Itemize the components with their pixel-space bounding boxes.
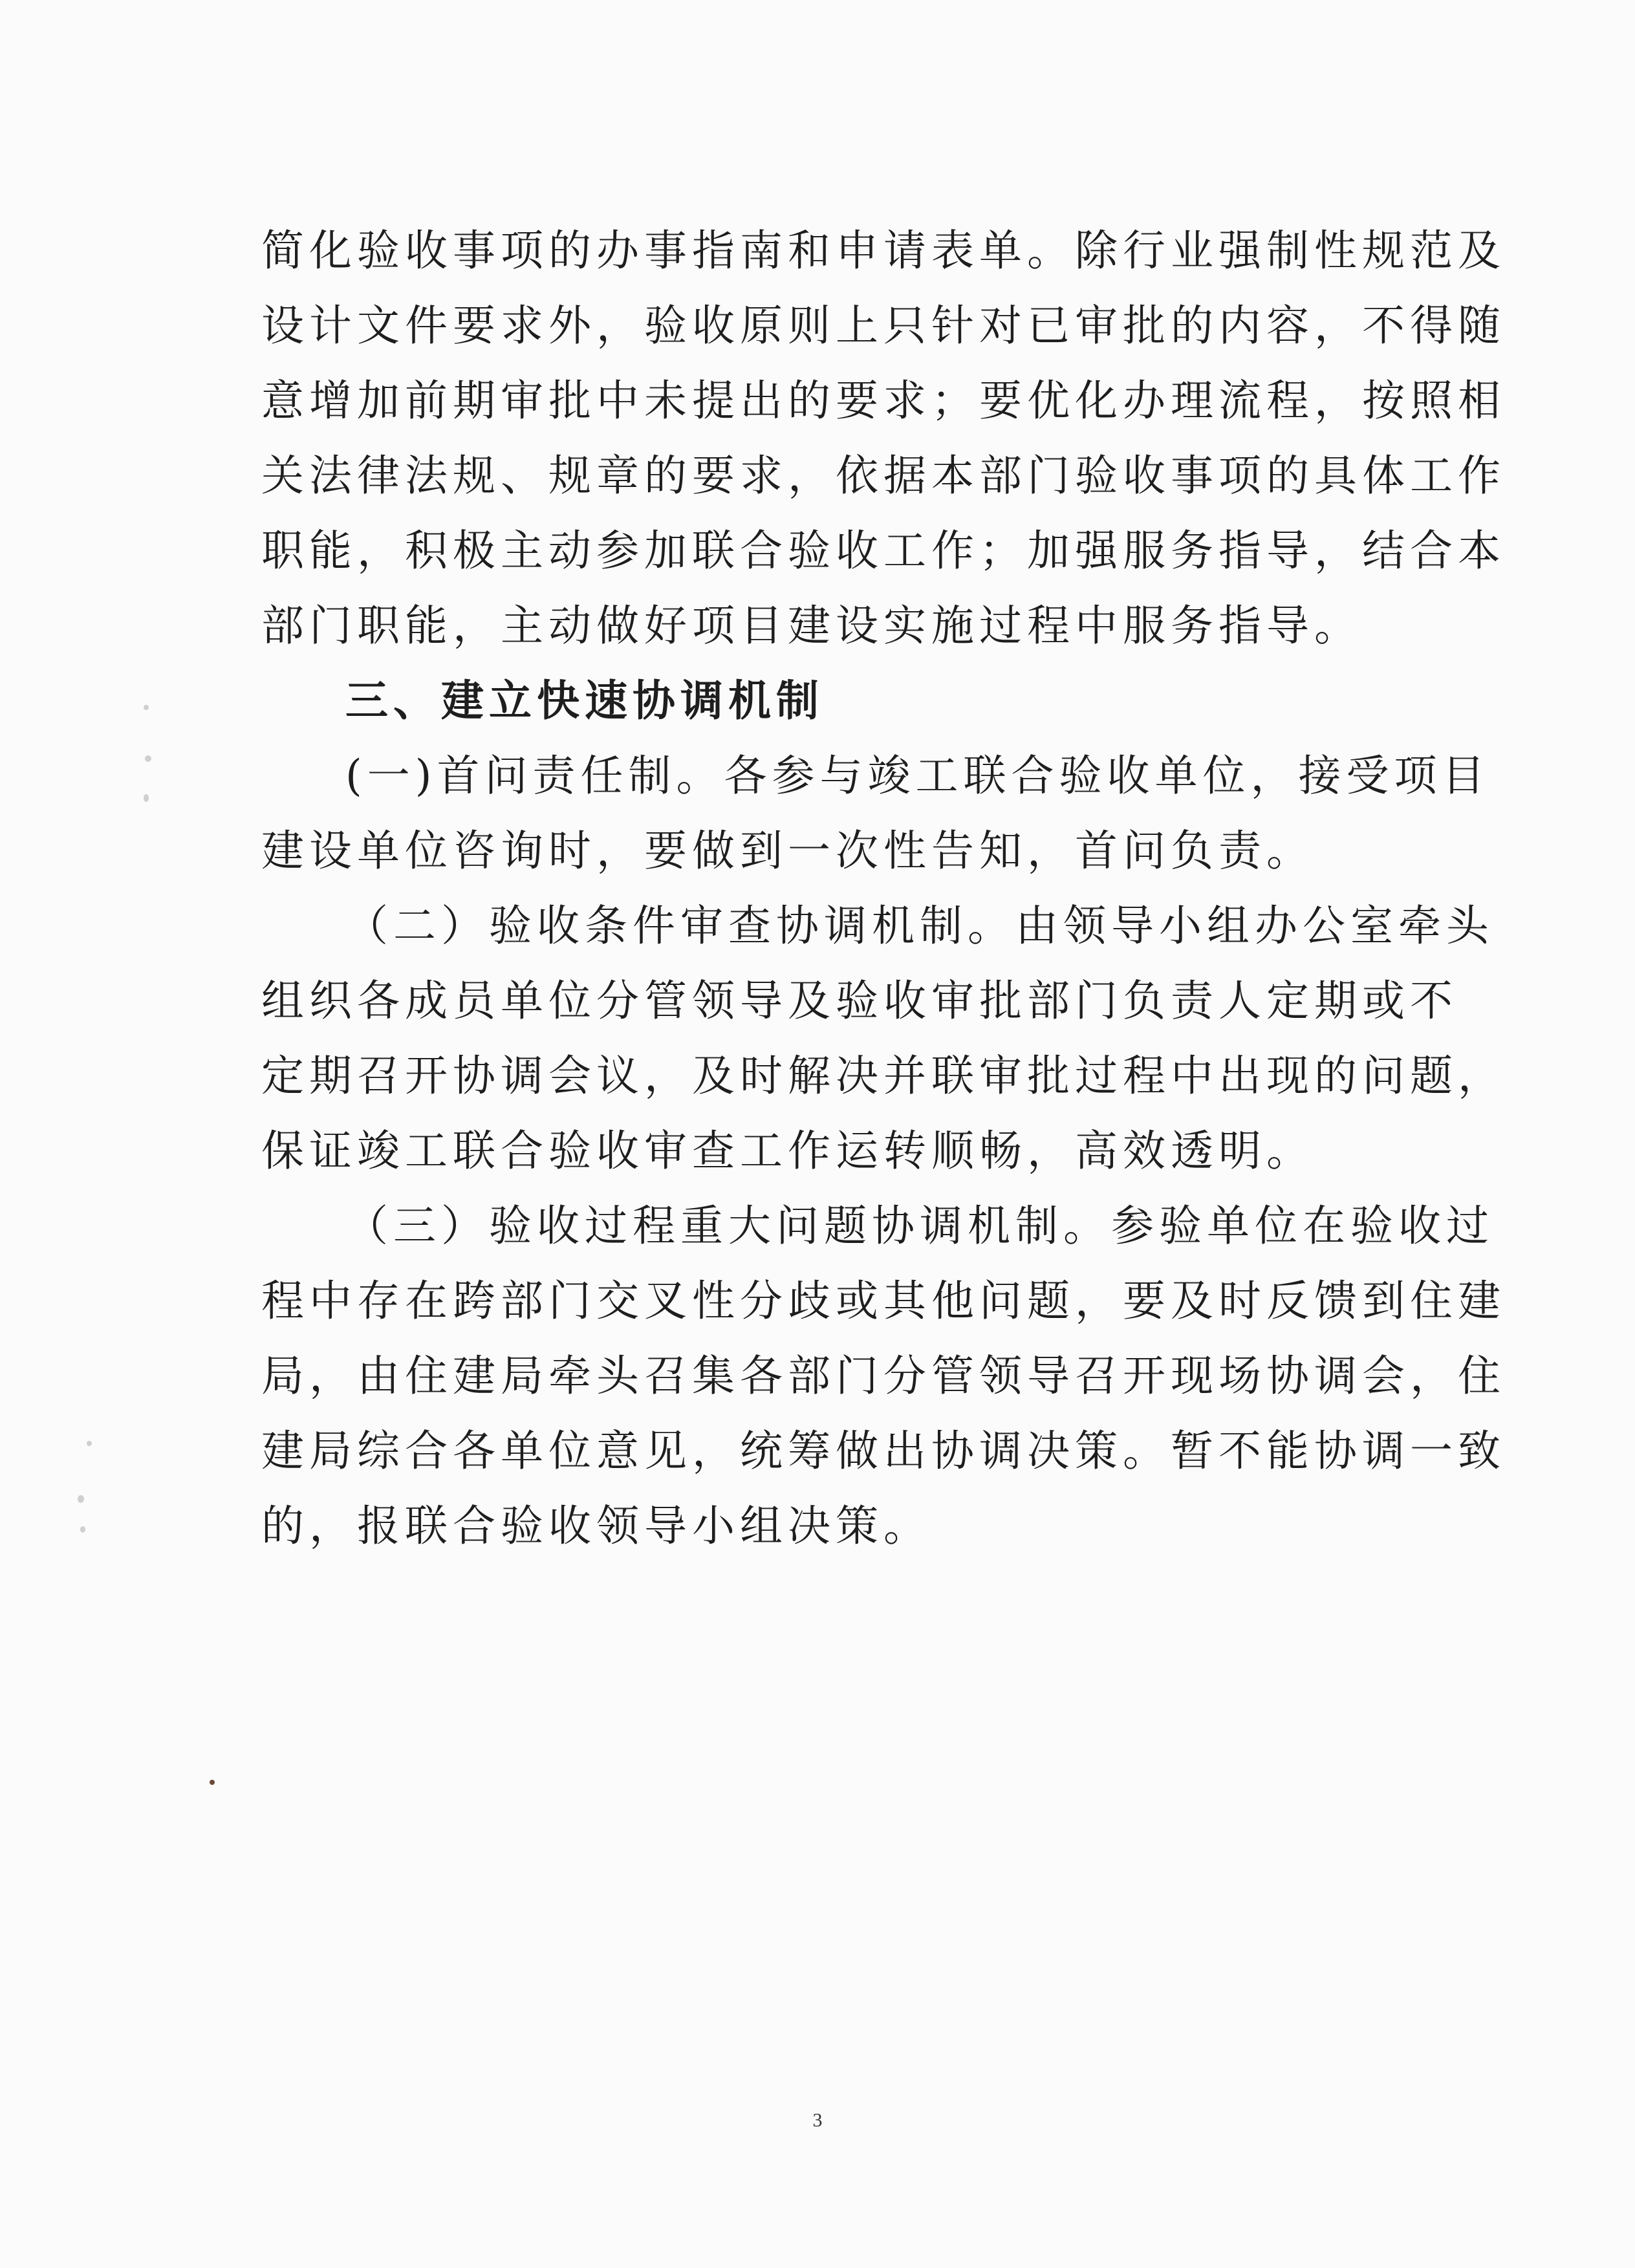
scan-mark [210,1780,215,1785]
paragraph-1-line: 简化验收事项的办事指南和申请表单。除行业强制性规范及 [261,226,1506,275]
paragraph-4-line: 的，报联合验收领导小组决策。 [261,1501,931,1551]
scan-mark [144,705,149,710]
paragraph-4-line: （三）验收过程重大问题协调机制。参验单位在验收过 [345,1201,1494,1251]
paragraph-3-line: 定期召开协调会议，及时解决并联审批过程中出现的问题， [261,1051,1506,1101]
paragraph-1-line: 设计文件要求外，验收原则上只针对已审批的内容，不得随 [261,301,1506,351]
page-number: 3 [812,2110,823,2131]
section-heading: 三、建立快速协调机制 [345,676,824,726]
scan-mark [145,755,151,762]
paragraph-4-line: 建局综合各单位意见，统筹做出协调决策。暂不能协调一致 [261,1426,1506,1476]
paragraph-3-line: 组织各成员单位分管领导及验收审批部门负责人定期或不 [261,976,1458,1026]
document-body [261,213,1506,1564]
paragraph-2-line: 建设单位咨询时，要做到一次性告知，首问负责。 [261,826,1314,876]
paragraph-3-line: （二）验收条件审查协调机制。由领导小组办公室牵头 [345,901,1494,951]
paragraph-1-line: 关法律法规、规章的要求，依据本部门验收事项的具体工作 [261,451,1506,501]
scan-mark [80,1526,85,1533]
paragraph-3-line: 保证竣工联合验收审查工作运转顺畅，高效透明。 [261,1126,1314,1176]
paragraph-1-line: 意增加前期审批中未提出的要求；要优化办理流程，按照相 [261,376,1506,426]
paragraph-1-line: 职能，积极主动参加联合验收工作；加强服务指导，结合本 [261,526,1506,576]
scan-mark [87,1441,92,1446]
paragraph-2-line: (一)首问责任制。各参与竣工联合验收单位，接受项目 [345,751,1490,801]
paragraph-4-line: 程中存在跨部门交叉性分歧或其他问题，要及时反馈到住建 [261,1276,1506,1326]
paragraph-1-line: 部门职能，主动做好项目建设实施过程中服务指导。 [261,601,1362,651]
scan-mark [78,1495,84,1503]
scan-mark [144,794,149,802]
paragraph-4-line: 局，由住建局牵头召集各部门分管领导召开现场协调会，住 [261,1351,1506,1401]
